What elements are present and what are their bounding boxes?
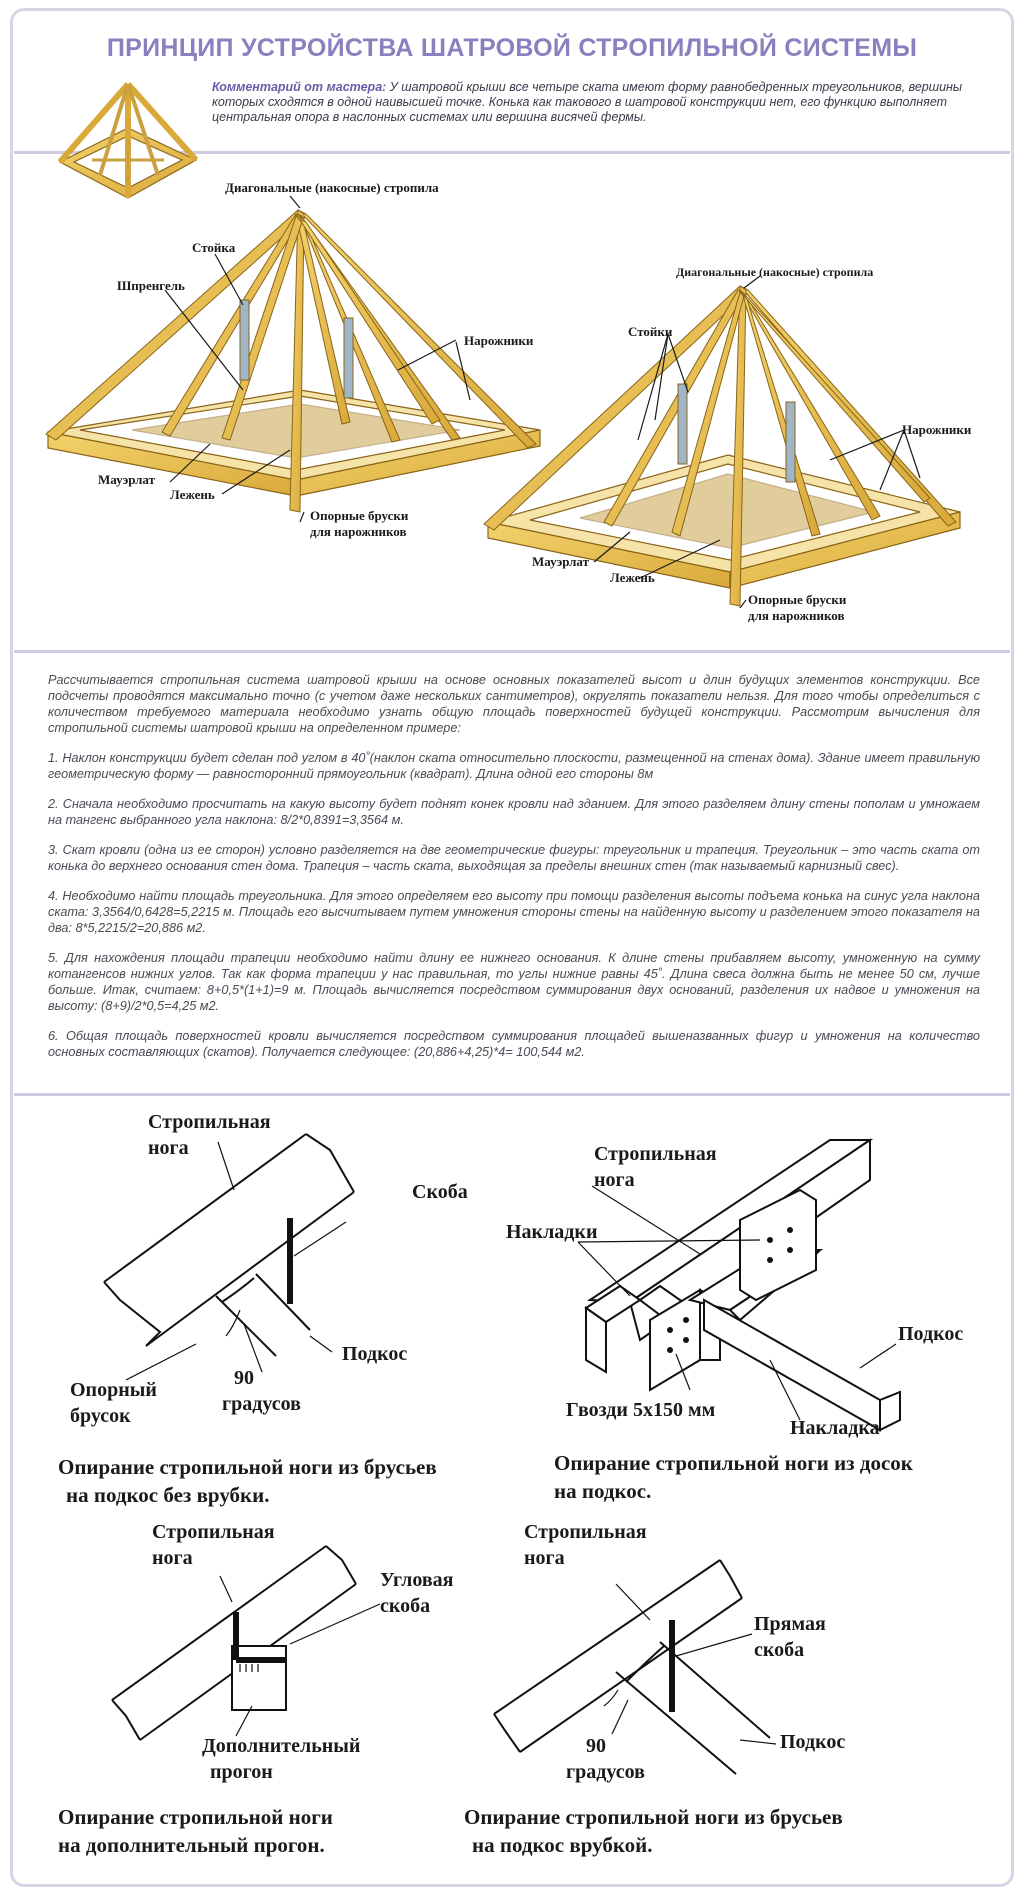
j3-label-progon-line1: Дополнительный [202, 1735, 361, 1757]
j2-label-nakladki: Накладки [506, 1221, 598, 1243]
j4-label-deg-unit: градусов [566, 1761, 645, 1783]
j2-caption-line1: Опирание стропильной ноги из досок [554, 1451, 913, 1475]
j1-label-rafter-line1: Стропильная [148, 1111, 271, 1133]
joint-diagram-3 [112, 1546, 380, 1740]
j3-label-rafter-line1: Стропильная [152, 1521, 275, 1543]
calc-intro: Рассчитывается стропильная система шатровой крыши на основе основных показателей высот и длин будущих элементов конструкции. Все подсчеты проводятся максимально точно (с учетом даже нескольких сантиметров), округлять показатели нельзя. Для того чтобы определиться с количеством требуемого материала необходимо узнать общую площадь поверхностей будущей конструкции. Рассмотрим вычисления для стропильной системы шатровой крыши на определенном примере: [48, 673, 980, 735]
j2-label-rafter-line1: Стропильная [594, 1143, 717, 1165]
j4-label-skoba-line1: Прямая [754, 1613, 826, 1635]
label-supports-right-line2: для нарожников [748, 608, 845, 623]
j4-caption-line1: Опирание стропильной ноги из брусьев [464, 1805, 843, 1829]
j4-label-skoba-line2: скоба [754, 1639, 805, 1661]
label-stoika: Стойка [192, 240, 236, 255]
label-shprengel: Шпренгель [117, 278, 185, 293]
calc-step-6: 6. Общая площадь поверхностей кровли вычисляется посредством суммирования площадей вышеназванных фигур и умножения на количество основных составляющих (скатов). Получается следующее: (20,886+4,25)*4= 100,544 м2. [48, 1029, 980, 1059]
j1-label-deg-unit: градусов [222, 1393, 301, 1415]
label-narozhniki-right: Нарожники [902, 422, 972, 437]
page-title: ПРИНЦИП УСТРОЙСТВА ШАТРОВОЙ СТРОПИЛЬНОЙ СИСТЕМЫ [106, 34, 918, 62]
j4-label-rafter-line1: Стропильная [524, 1521, 647, 1543]
calc-step-4: 4. Необходимо найти площадь треугольника. Для этого определяем его высоту при помощи разделения высоты подъема конька на синус угла наклона ската: 3,3564/0,6428=5,2215 м. Площадь его высчитываем путем умножения стороны стены на найденную высоту и разделением этого показателя на два: 8*5,2215/2=20,886 м2. [48, 889, 980, 935]
calc-step-1: 1. Наклон конструкции будет сделан под углом в 40˚(наклон ската относительно плоскости, размещенной на стенах дома). Здание имеет правильную геометрическую форму — равносторонний прямоугольник (квадрат). Длина одной его стороны 8м [48, 751, 980, 781]
calc-step-3: 3. Скат кровли (одна из ее сторон) условно разделяется на две геометрические фигуры: треугольник и трапеция. Треугольник – это часть ската от конька до верхнего основания стен дома. Трапеция – часть ската, выходящая за пределы внешних стен (так называемый карнизный свес). [48, 843, 980, 873]
calc-step-5: 5. Для нахождения площади трапеции необходимо найти длину ее нижнего основания. К длине стены прибавляем высоту, умноженную на сумму котангенсов нижних углов. Так как форма трапеции у нас правильная, то углы нижние равны 45˚. Длина свеса должна быть не менее 50 см, лучше больше. Итак, считаем: 8+0,5*(1+1)=9 м. Площадь вычисляется посредством суммирования двух оснований, разделения их надвое и умножения на высоту: (8+9)/2*0,5=4,25 м2. [48, 951, 980, 1013]
label-stoiki-right: Стойки [628, 324, 673, 339]
label-narozhniki: Нарожники [464, 333, 534, 348]
label-mauerlat-right: Мауэрлат [532, 554, 589, 569]
j3-label-skoba-line1: Угловая [380, 1569, 454, 1591]
label-supports-line2: для нарожников [310, 524, 407, 539]
j1-caption-line1: Опирание стропильной ноги из брусьев [58, 1455, 437, 1479]
j3-caption-line1: Опирание стропильной ноги [58, 1805, 333, 1829]
j2-label-nakladka: Накладка [790, 1417, 880, 1439]
j2-label-rafter-line2: нога [594, 1169, 635, 1191]
j3-label-rafter-line2: нога [152, 1547, 193, 1569]
j1-label-rafter-line2: нога [148, 1137, 189, 1159]
j3-label-skoba-line2: скоба [380, 1595, 431, 1617]
j4-label-deg: 90 [586, 1735, 606, 1757]
j1-label-brus-line1: Опорный [70, 1379, 157, 1401]
j2-label-gvozdi: Гвозди 5х150 мм [566, 1399, 716, 1421]
label-supports-right-line1: Опорные бруски [748, 592, 847, 607]
calc-step-2: 2. Сначала необходимо просчитать на какую высоту будет поднят конек кровли над зданием. Для этого разделяем длину стены пополам и умножаем на тангенс выбранного угла наклона: 8/2*0,8391=3,3564 м. [48, 797, 980, 827]
label-mauerlat: Мауэрлат [98, 472, 155, 487]
calculation-text [48, 672, 980, 1074]
pyramid-thumbnail [60, 84, 196, 198]
roof-diagram-right [484, 265, 972, 623]
j4-label-podkos: Подкос [780, 1731, 846, 1753]
j1-label-skoba: Скоба [412, 1181, 468, 1203]
j3-label-progon-line2: прогон [210, 1761, 273, 1783]
j3-caption-line2: на дополнительный прогон. [58, 1833, 325, 1857]
label-supports-line1: Опорные бруски [310, 508, 409, 523]
label-lezhen-right: Лежень [610, 570, 655, 585]
j2-caption-line2: на подкос. [554, 1479, 652, 1503]
comment-text: У шатровой крыши все четыре ската имеют форму равнобедренных треугольников, вершины которых сходятся в одной наивысшей точке. Конька как такового в шатровой конструкции нет, его функцию выполняет центральная опора в наслонных системах или вершина висячей фермы. [212, 80, 963, 124]
label-diagonal-rafters: Диагональные (накосные) стропила [225, 180, 439, 195]
j1-label-podkos: Подкос [342, 1343, 408, 1365]
comment-lead: Комментарий от мастера: [212, 80, 387, 94]
j1-label-brus-line2: брусок [70, 1405, 131, 1427]
j4-label-rafter-line2: нога [524, 1547, 565, 1569]
j4-caption-line2: на подкос врубкой. [472, 1833, 653, 1857]
j2-label-podkos: Подкос [898, 1323, 964, 1345]
j1-caption-line2: на подкос без врубки. [66, 1483, 270, 1507]
j1-label-deg: 90 [234, 1367, 254, 1389]
label-lezhen: Лежень [170, 487, 215, 502]
roof-diagram-left [46, 180, 540, 539]
joint-diagram-1 [104, 1134, 354, 1380]
joint-diagram-4 [494, 1560, 776, 1774]
label-diagonal-rafters-right: Диагональные (накосные) стропила [676, 265, 874, 279]
